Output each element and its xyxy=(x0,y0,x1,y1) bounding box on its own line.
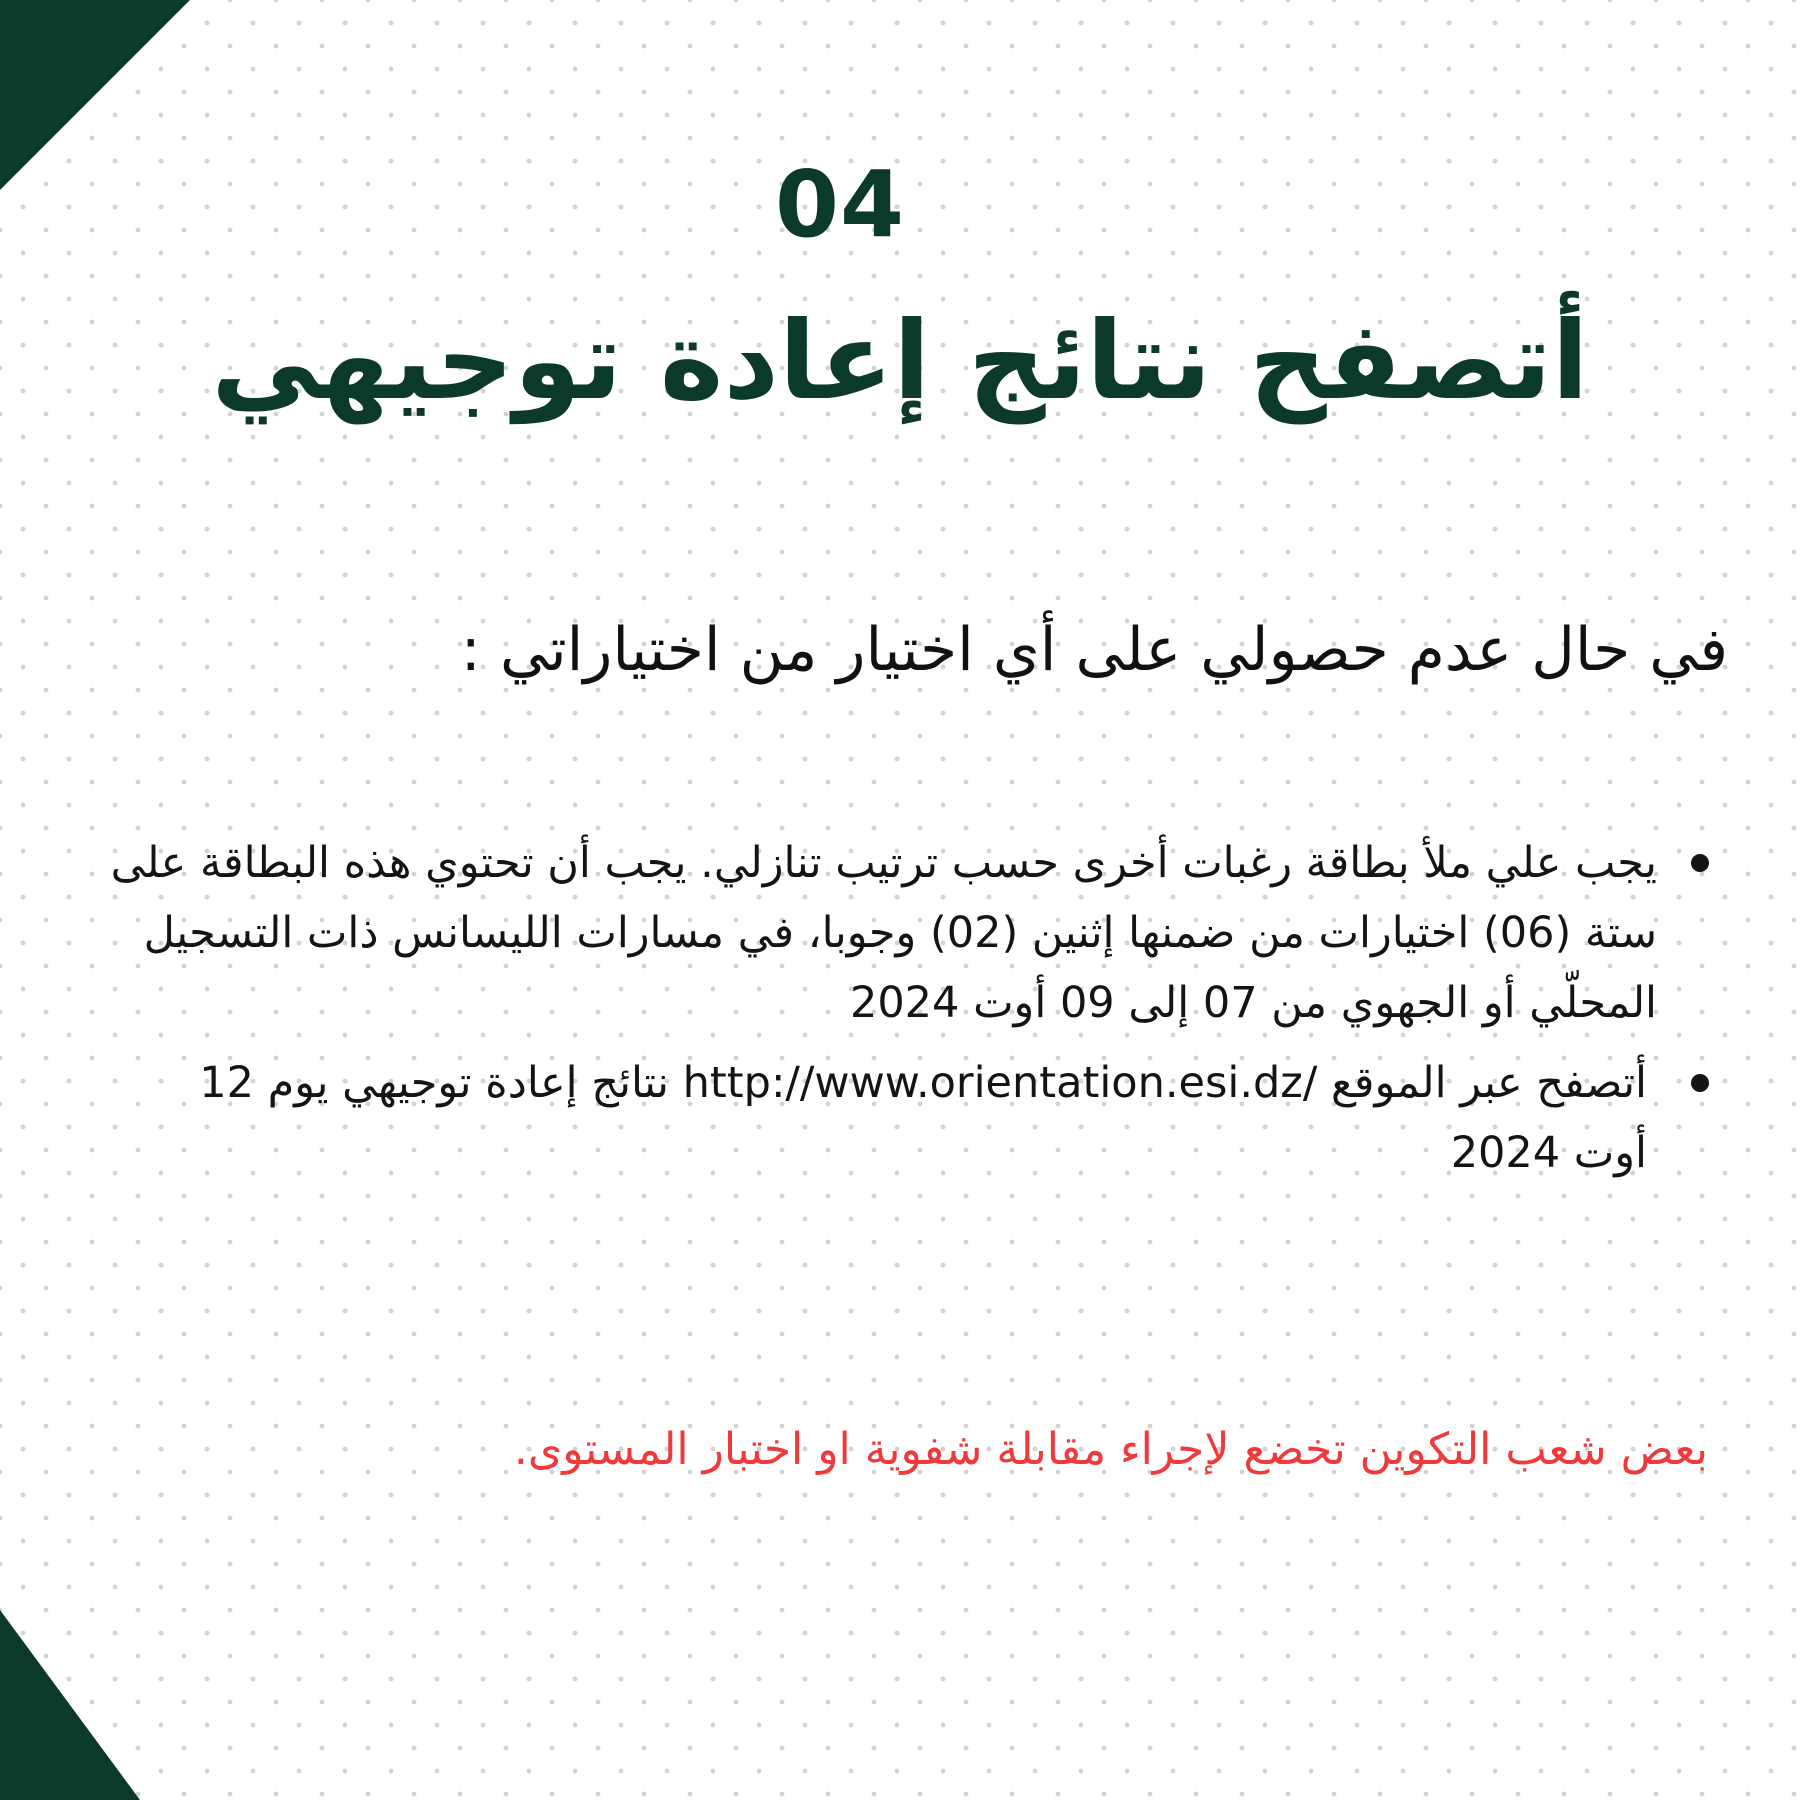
instructions-list xyxy=(25,828,1705,1188)
list-item xyxy=(25,828,1705,1038)
warning-note: بعض شعب التكوين تخضع لإجراء مقابلة شفوية او اختبار المستوى. xyxy=(513,1424,1708,1475)
bullet-icon xyxy=(1691,1074,1709,1092)
corner-decoration-top-left xyxy=(0,0,190,190)
list-item-text-before-url: أتصفح عبر الموقع xyxy=(1331,1058,1647,1108)
list-item-text: يجب علي ملأ بطاقة رغبات أخرى حسب ترتيب تنازلي. يجب أن تحتوي هذه البطاقة على ستة (06) اختيارات من ضمنها إثنين (02) وجوبا، في مسارات الليسانس ذات التسجيل المحلّي أو الجهوي من 07 إلى 09 أوت 2024 xyxy=(110,838,1657,1028)
corner-decoration-bottom-left xyxy=(0,1610,140,1800)
bullet-icon xyxy=(1691,854,1709,872)
list-item-text xyxy=(167,1048,1647,1188)
section-subtitle: في حال عدم حصولي على أي اختيار من اختياراتي : xyxy=(460,615,1728,685)
step-number: 04 xyxy=(774,151,906,258)
list-item-text-after-url: نتائج إعادة توجيهي يوم 12 أوت 2024 xyxy=(199,1058,1647,1178)
page-title: أتصفح نتائج إعادة توجيهي xyxy=(211,299,1589,424)
list-item xyxy=(167,1048,1705,1188)
website-url: http://www.orientation.esi.dz/ xyxy=(682,1058,1318,1108)
